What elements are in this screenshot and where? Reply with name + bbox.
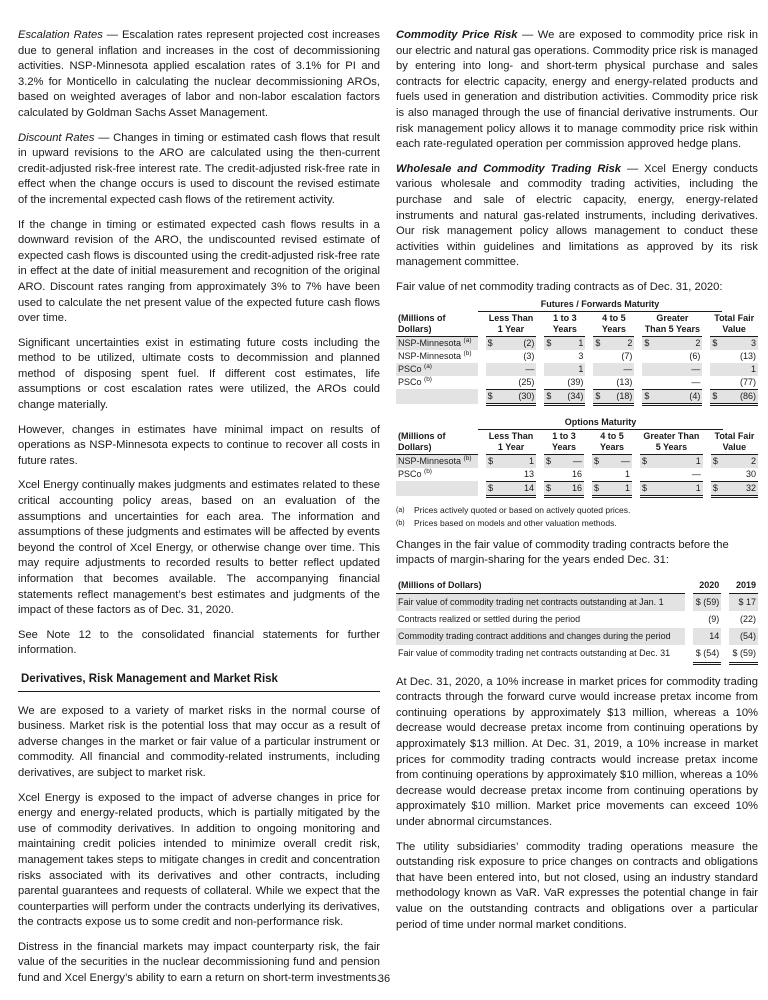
currency-symbol: [544, 376, 556, 390]
spacer: [585, 311, 593, 336]
total-value: (86): [722, 389, 758, 404]
cell-value: $ (59): [693, 593, 722, 611]
table-row: [396, 593, 758, 611]
total-value: (30): [498, 389, 537, 404]
row-label-text: PSCo: [398, 363, 422, 374]
footnote: [396, 517, 758, 530]
spacer: [634, 363, 642, 376]
row-label: Fair value of commodity trading net contracts outstanding at Jan. 1: [396, 593, 685, 611]
spacer: [396, 416, 478, 430]
discount-rates-lead: Discount Rates: [18, 131, 95, 144]
currency-symbol: $: [711, 454, 723, 468]
spacer: [478, 429, 486, 454]
cell-value: (6): [689, 350, 701, 361]
cell-value: 1: [556, 336, 585, 350]
currency-symbol: [593, 376, 605, 390]
financial-markets-paragraph: Distress in the financial markets may impact counterparty risk, the fair value of the securities in the nuclear decommissioning fund and pension fund and Xcel Energy’s ability to earn a return on short-term investments.: [18, 940, 380, 985]
cell-value: —: [691, 468, 701, 479]
cell-value: (39): [567, 376, 584, 387]
spacer: [721, 611, 729, 628]
spacer: [634, 376, 642, 390]
total-label: [396, 389, 478, 404]
cell-value: (77): [739, 376, 756, 387]
row-label: Fair value of commodity trading net contracts outstanding at Dec. 31: [398, 648, 671, 659]
cell-value: (3): [523, 350, 535, 361]
futures-forwards-table: [396, 298, 758, 406]
options-maturity-table: [396, 416, 758, 498]
footnote: [396, 504, 758, 517]
spacer: [685, 611, 693, 628]
row-label-text: PSCo: [398, 468, 422, 479]
currency-symbol: $: [640, 481, 652, 496]
spacer: [703, 468, 711, 482]
column-header: Greater Than 5 Years: [642, 311, 702, 336]
spacer: [702, 336, 710, 350]
changes-intro: Changes in the fair value of commodity trading contracts before the impacts of margin-sharing for the years ended Dec. 31:: [396, 538, 729, 567]
spacer: [702, 363, 710, 376]
header-row: [396, 578, 758, 594]
cell-value: (13): [616, 376, 633, 387]
cell-value: $ (54): [693, 645, 722, 664]
column-header-row: [396, 429, 758, 454]
cell-value: —: [498, 363, 537, 376]
spacer: [478, 389, 486, 404]
currency-symbol: $: [711, 481, 723, 496]
table-row: [396, 363, 758, 376]
sensitivity-paragraph: At Dec. 31, 2020, a 10% increase in market prices for commodity trading contracts through the forward curve would increase pretax income from continuing operations by approximately $13 million, whereas a 10% decrease would decrease pretax income from continuing operations by approximately $13 million. At Dec. 31, 2019, a 10% increase in market prices for commodity trading contracts would increase pretax income from continuing operations by approximately $10 million, whereas a 10% decrease would decrease pretax income from continuing operations by approximately $10 million. Market price movements can exceed 10% under abnormal circumstances.: [396, 675, 758, 829]
row-label: [396, 363, 478, 376]
footnote-mark: (b): [396, 519, 405, 527]
cell-value: 30: [745, 468, 756, 479]
spacer: [585, 389, 593, 404]
spacer: [721, 645, 729, 664]
currency-symbol: $: [544, 481, 556, 496]
cell-value: 1: [624, 468, 630, 479]
footnote-marker: (b): [463, 454, 472, 462]
currency-symbol: $: [710, 336, 722, 350]
footnote-marker: (b): [463, 349, 472, 357]
spacer: [536, 311, 544, 336]
table-row: [396, 611, 758, 628]
cell-value: 1: [556, 363, 585, 376]
table-row: [396, 350, 758, 363]
label-header: (Millions of Dollars): [396, 429, 478, 454]
spacer: [634, 336, 642, 350]
row-label-text: PSCo: [398, 376, 422, 387]
cell-value: 3: [578, 350, 584, 361]
spacer: [685, 578, 693, 594]
spacer: [536, 336, 544, 350]
table-row: [396, 468, 758, 482]
spacer: [703, 481, 711, 496]
spacer: [632, 454, 640, 468]
column-header-row: [396, 311, 758, 336]
spacer: [634, 389, 642, 404]
footnote-text: Prices actively quoted or based on actively quoted prices.: [414, 504, 631, 515]
spacer: [702, 376, 710, 390]
row-label-text: NSP-Minnesota: [398, 455, 462, 466]
column-header: Total Fair Value: [710, 311, 758, 336]
cell-value: (54): [729, 628, 758, 645]
row-label: [396, 336, 478, 350]
currency-symbol: [486, 363, 498, 376]
left-column: [18, 28, 380, 996]
currency-symbol: $: [486, 481, 498, 496]
cell-value: 14: [693, 628, 722, 645]
footnote-text: Prices based on models and other valuation methods.: [414, 517, 617, 528]
spacer: [721, 578, 729, 594]
currency-symbol: $: [592, 454, 604, 468]
column-header: 1 to 3 Years: [544, 311, 585, 336]
currency-symbol: $: [486, 389, 498, 404]
table-row: [396, 628, 758, 645]
spacer: [632, 429, 640, 454]
var-paragraph: The utility subsidiaries’ commodity trading operations measure the outstanding risk exposure to price changes on contracts and obligations that have been entered into, but not closed, using an industry standard methodology known as VaR. VaR expresses the potential change in fair value on the outstanding contracts and obligations over a particular period of time under normal market conditions.: [396, 840, 758, 931]
spacer: [584, 454, 592, 468]
currency-symbol: $: [544, 336, 556, 350]
cell-value: (7): [621, 350, 633, 361]
total-value: 14: [498, 481, 536, 496]
cell-value: —: [604, 454, 632, 468]
column-header: Less Than 1 Year: [486, 429, 536, 454]
currency-symbol: [642, 350, 654, 363]
total-label: [396, 481, 478, 496]
total-value: (18): [605, 389, 634, 404]
currency-symbol: [593, 363, 605, 376]
currency-symbol: $: [593, 336, 605, 350]
currency-symbol: [544, 468, 556, 482]
total-value: (34): [556, 389, 585, 404]
spacer: [685, 628, 693, 645]
spacer: [536, 454, 544, 468]
group-header-row: [396, 416, 758, 430]
footnote-mark: (a): [396, 506, 405, 514]
spacer: [634, 350, 642, 363]
table-row: [396, 645, 758, 664]
year-header: 2019: [729, 578, 758, 594]
cell-value: —: [556, 454, 584, 468]
currency-symbol: [710, 350, 722, 363]
column-header: Less Than 1 Year: [486, 311, 537, 336]
cell-value: 2: [605, 336, 634, 350]
total-row: [396, 389, 758, 404]
section-heading: Derivatives, Risk Management and Market Risk: [18, 668, 380, 692]
cell-value: 1: [652, 454, 703, 468]
judgments-paragraph: Xcel Energy continually makes judgments and estimates related to these critical accounting policy areas, based on an evaluation of the assumptions and uncertainties for each area. The information and assumptions of these judgments and estimates will be affected by events beyond the control of Xcel Energy, or otherwise change over time. This may require adjustments to recorded results to better reflect updated information that becomes available. The accompanying financial statements reflect management’s best estimates and judgments of the impact of these factors as of Dec. 31, 2020.: [18, 479, 380, 617]
footnotes: [396, 504, 758, 530]
currency-symbol: $: [592, 481, 604, 496]
spacer: [478, 481, 486, 496]
wholesale-trading-paragraph: [396, 162, 758, 271]
wholesale-trading-body: — Xcel Energy conducts various wholesale and commodity trading activities, including the purchase and sale of electric capacity, energy, energy-related instruments and natural gas-related instruments, including derivatives. Our risk management policy allows management to conduct these activities within guidelines and limitations as approved by its risk management committee.: [396, 162, 758, 269]
note-reference-paragraph: See Note 12 to the consolidated financial statements for further information.: [18, 628, 380, 657]
spacer: [536, 350, 544, 363]
total-value: 1: [604, 481, 632, 496]
total-row: [396, 481, 758, 496]
commodity-price-risk-body: — We are exposed to commodity price risk in our electric and natural gas operations. Commodity price risk is managed by entering into long- and short-term physical purchase and sales contracts for electric capacity, energy and energy-related products and fuels used in generation and distribution activities. Commodity price risk is also managed through the use of financial derivative instruments. Our risk management policy allows it to manage commodity price risk within each rate-regulated operation per commission approved hedge plans.: [396, 29, 758, 151]
currency-symbol: $: [710, 389, 722, 404]
spacer: [702, 389, 710, 404]
spacer: [584, 429, 592, 454]
spacer: [585, 336, 593, 350]
right-column: [396, 28, 758, 942]
row-label-text: NSP-Minnesota: [398, 337, 462, 348]
commodity-price-risk-paragraph: [396, 28, 758, 153]
group-title: Futures / Forwards Maturity: [478, 298, 723, 312]
currency-symbol: [711, 468, 723, 482]
currency-symbol: $: [642, 389, 654, 404]
cell-value: (13): [739, 350, 756, 361]
spacer: [721, 628, 729, 645]
row-label: [396, 350, 478, 363]
group-header-row: [396, 298, 758, 312]
discount-rates-body: — Changes in timing or estimated cash flows that result in upward revisions to the ARO are calculated using the then-current credit-adjusted risk-free interest rate. The credit-adjusted risk-free rate in effect when the change occurs is used to discount the revised estimate of the incremental expected cash flows of the retirement activity.: [18, 131, 380, 206]
column-header: Greater Than 5 Years: [640, 429, 703, 454]
cell-value: —: [605, 363, 634, 376]
cell-value: $ (59): [729, 645, 758, 664]
currency-symbol: [710, 376, 722, 390]
spacer: [478, 376, 486, 390]
label-header: (Millions of Dollars): [396, 311, 478, 336]
total-value: 1: [652, 481, 703, 496]
total-value: 32: [723, 481, 758, 496]
spacer: [536, 468, 544, 482]
table-row: [396, 376, 758, 390]
spacer: [478, 336, 486, 350]
label-header: (Millions of Dollars): [396, 578, 685, 594]
row-label: [396, 376, 478, 390]
spacer: [478, 311, 486, 336]
spacer: [702, 350, 710, 363]
currency-symbol: [486, 376, 498, 390]
row-label: [396, 454, 478, 468]
spacer: [584, 481, 592, 496]
spacer: [536, 389, 544, 404]
table-row: [396, 454, 758, 468]
cell-value: (9): [708, 613, 720, 624]
spacer: [702, 311, 710, 336]
currency-symbol: [544, 363, 556, 376]
spacer: [634, 311, 642, 336]
spacer: [685, 645, 693, 664]
currency-symbol: [642, 376, 654, 390]
cell-value: 2: [654, 336, 702, 350]
cell-value: —: [691, 376, 701, 387]
table-row: [396, 336, 758, 350]
currency-symbol: [544, 350, 556, 363]
currency-symbol: [592, 468, 604, 482]
column-header: 1 to 3 Years: [544, 429, 584, 454]
spacer: [478, 363, 486, 376]
total-value: (4): [654, 389, 702, 404]
fair-value-intro: Fair value of net commodity trading contracts as of Dec. 31, 2020:: [396, 280, 723, 293]
cell-value: —: [654, 363, 702, 376]
currency-symbol: [642, 363, 654, 376]
spacer: [536, 481, 544, 496]
row-label-text: NSP-Minnesota: [398, 350, 462, 361]
downward-revision-paragraph: If the change in timing or estimated expected cash flows results in a downward revision of the ARO, the undiscounted revised estimate of expected cash flows is discounted using the credit-adjusted risk-free rate in effect at the date of initial measurement and recognition of the original ARO. Discount rates ranging from approximately 3% to 7% have been used to calculate the net present value of the expected future cash flows over time.: [18, 218, 380, 325]
currency-symbol: [593, 350, 605, 363]
spacer: [396, 298, 478, 312]
spacer: [585, 376, 593, 390]
spacer: [685, 593, 693, 611]
spacer: [703, 429, 711, 454]
spacer: [478, 468, 486, 482]
page-number: 36: [377, 973, 391, 985]
currency-symbol: $: [544, 389, 556, 404]
currency-symbol: [486, 468, 498, 482]
spacer: [585, 350, 593, 363]
spacer: [536, 363, 544, 376]
cell-value: 1: [498, 454, 536, 468]
currency-symbol: $: [593, 389, 605, 404]
cell-value: 13: [523, 468, 534, 479]
currency-symbol: $: [642, 336, 654, 350]
currency-symbol: [486, 350, 498, 363]
escalation-rates-lead: Escalation Rates: [18, 29, 103, 41]
spacer: [584, 468, 592, 482]
total-value: 16: [556, 481, 584, 496]
footnote-marker: (a): [424, 362, 432, 370]
changes-fair-value-table: [396, 578, 758, 665]
column-header: Total Fair Value: [711, 429, 758, 454]
group-title: Options Maturity: [478, 416, 723, 430]
cell-value: $ 17: [729, 593, 758, 611]
spacer: [478, 454, 486, 468]
currency-symbol: $: [544, 454, 556, 468]
cell-value: (2): [498, 336, 537, 350]
spacer: [703, 454, 711, 468]
spacer: [536, 429, 544, 454]
escalation-rates-paragraph: [18, 28, 380, 122]
footnote-marker: (b): [424, 467, 432, 475]
cell-value: (25): [518, 376, 535, 387]
uncertainties-paragraph: Significant uncertainties exist in estimating future costs including the method to be utilized, ultimate costs to decommission and planned method of disposing spent fuel. If different cost estimates, life assumptions or cost escalation rates were utilized, the AROs could change materially.: [18, 336, 380, 412]
currency-symbol: [710, 363, 722, 376]
currency-symbol: $: [486, 336, 498, 350]
column-header: 4 to 5 Years: [593, 311, 634, 336]
cell-value: 1: [722, 363, 758, 376]
discount-rates-paragraph: [18, 131, 380, 209]
commodity-price-risk-lead: Commodity Price Risk: [396, 29, 518, 41]
wholesale-trading-lead: Wholesale and Commodity Trading Risk: [396, 162, 622, 175]
footnote-marker: (b): [424, 375, 432, 383]
column-header: 4 to 5 Years: [592, 429, 632, 454]
cell-value: 2: [723, 454, 758, 468]
spacer: [632, 481, 640, 496]
cell-value: 3: [722, 336, 758, 350]
row-label: [396, 468, 478, 482]
currency-symbol: [640, 468, 652, 482]
cell-value: (22): [739, 613, 756, 624]
currency-symbol: $: [486, 454, 498, 468]
spacer: [721, 593, 729, 611]
cell-value: 16: [571, 468, 582, 479]
year-header: 2020: [693, 578, 722, 594]
minimal-impact-paragraph: However, changes in estimates have minimal impact on results of operations as NSP-Minnesota expects to continue to recover all costs in future rates.: [18, 423, 380, 467]
currency-symbol: $: [640, 454, 652, 468]
row-label: Contracts realized or settled during the period: [398, 613, 581, 624]
spacer: [585, 363, 593, 376]
footnote-marker: (a): [463, 336, 472, 344]
commodity-derivatives-paragraph: Xcel Energy is exposed to the impact of adverse changes in price for energy and energy-related products, which is partially mitigated by the use of commodity derivatives. In addition to ongoing monitoring and maintaining credit policies intended to minimize overall credit risk, management takes steps to mitigate changes in credit and concentration risks associated with its derivatives and other contracts, including parental guarantees and requests of collateral. While we expect that the counterparties will perform under the contracts underlying its derivatives, the contracts expose us to some credit and non-performance risk.: [18, 791, 380, 929]
escalation-rates-body: — Escalation rates represent projected cost increases due to general inflation and increases in the cost of decommissioning activities. NSP-Minnesota applied escalation rates of 3.1% for PI and 3.2% for Monticello in calculating the nuclear decommissioning AROs, based on weighted averages of labor and non-labor escalation factors calculated by Goldman Sachs Asset Management.: [18, 29, 381, 119]
row-label: Commodity trading contract additions and changes during the period: [396, 628, 685, 645]
spacer: [478, 350, 486, 363]
spacer: [536, 376, 544, 390]
spacer: [632, 468, 640, 482]
market-risk-paragraph: We are exposed to a variety of market risks in the normal course of business. Market risk is the potential loss that may occur as a result of adverse changes in the market or fair value of a particular instrument or commodity. All financial and commodity-related instruments, including derivatives, are subject to market risk.: [18, 704, 380, 779]
